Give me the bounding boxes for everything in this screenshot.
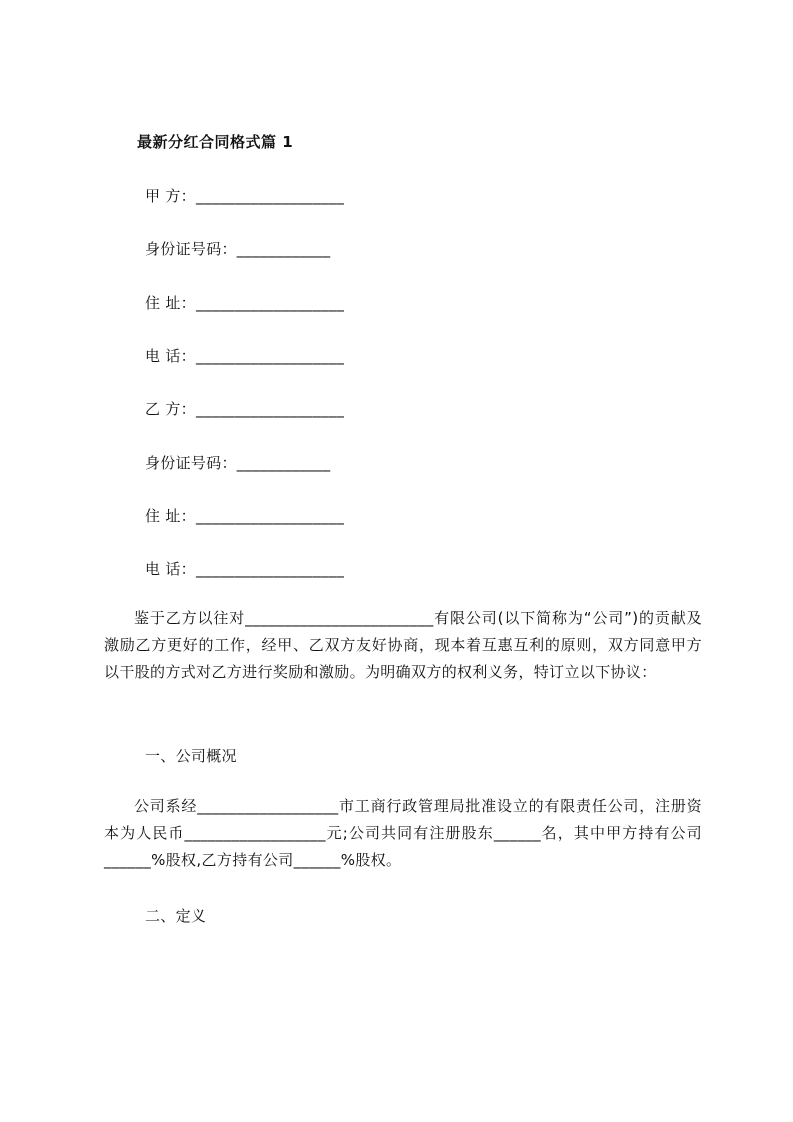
party-a-address-line: 住 址：___________________ — [145, 294, 345, 312]
party-b-phone-line: 电 话：___________________ — [145, 560, 345, 578]
party-b-id-line: 身份证号码：____________ — [145, 454, 331, 472]
section-1-paragraph-text: 公司系经__________________市工商行政管理局批准设立的有限责任公司，注册资本为人民币__________________元;公司共同有注册股东______名，其中甲方持有公司______%股权,乙方持有公司______%股权。 — [104, 797, 702, 869]
intro-paragraph — [104, 605, 702, 686]
intro-paragraph-text: 鉴于乙方以往对________________________有限公司(以下简称为“公司”)的贡献及激励乙方更好的工作，经甲、乙双方友好协商，现本着互惠互利的原则，双方同意甲方以干股的方式对乙方进行奖励和激励。为明确双方的权利义务，特订立以下协议： — [104, 609, 702, 681]
section-1-paragraph — [104, 793, 702, 874]
party-b-name-line: 乙 方：___________________ — [145, 400, 345, 418]
section-1-heading: 一、公司概况 — [145, 747, 237, 765]
party-a-phone-line: 电 话：___________________ — [145, 347, 345, 365]
document-title: 最新分红合同格式篇 1 — [137, 133, 294, 151]
party-b-address-line: 住 址：___________________ — [145, 507, 345, 525]
section-2-heading: 二、定义 — [145, 907, 207, 925]
party-a-id-line: 身份证号码：____________ — [145, 240, 331, 258]
party-a-name-line: 甲 方：___________________ — [145, 187, 345, 205]
